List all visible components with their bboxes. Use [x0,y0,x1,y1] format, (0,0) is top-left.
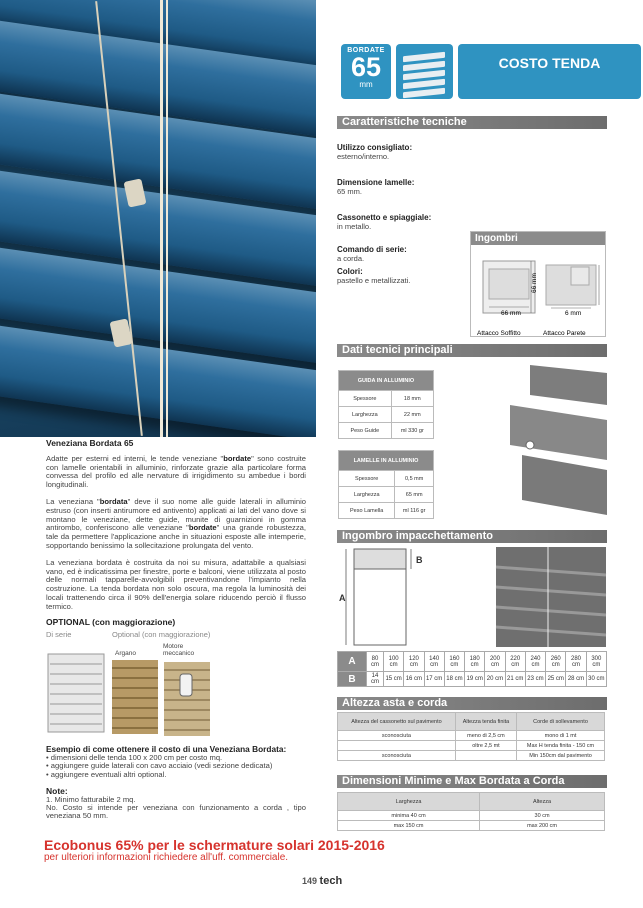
product-description [46,439,306,612]
a-cell: 240 cm [525,652,545,672]
row-b-label: B [338,672,367,687]
b-cell: 17 cm [424,672,444,687]
ingombri-header: Ingombri [471,232,605,245]
dimensioni-cell: minima 40 cm [338,811,480,821]
altezza-th: Corde di sollevamento [517,713,605,731]
badge-unit: mm [359,80,373,89]
note-line: No. Costo si intende per veneziana con funzionamento a corda , tipo veneziana 50 mm. [46,803,306,821]
b-cell: 18 cm [444,672,464,687]
guida-cell: ml 330 gr [391,423,433,439]
esempio-item: • aggiungere eventuali altri optional. [46,769,167,779]
feature-label: Utilizzo consigliato: [337,143,413,152]
feature-value: 65 mm. [337,187,363,196]
altezza-cell: sconosciuta [338,751,456,761]
ecobonus-subline: per ulteriori informazioni richiedere all'uff. commerciale. [44,852,289,863]
altezza-cell: sconosciuta [338,731,456,741]
feature-value: a corda. [337,254,365,263]
label-a: A [339,593,346,603]
b-cell: 14 cm [367,672,384,687]
b-cell: 28 cm [566,672,586,687]
feature-label: Cassonetto e spiaggiale: [337,213,432,222]
slat-profile-image [470,365,607,520]
argano-label: Argano [115,650,136,657]
guida-header: GUIDA IN ALLUMINIO [339,371,434,391]
a-cell: 80 cm [367,652,384,672]
motore-label: Motore meccanico [163,643,195,657]
dimensioni-cell: 30 cm [480,811,605,821]
ecobonus-headline: Ecobonus 65% per le schermature solari 2015-2016 [44,837,385,853]
badge-number: 65 [350,52,382,82]
guida-cell: Spessore [339,391,392,407]
altezza-table [337,712,605,761]
dimensioni-header: Dimensioni Minime e Max Bordata a Corda [337,775,607,788]
a-cell: 200 cm [485,652,505,672]
altezza-cell [455,751,516,761]
page-number: 149 [302,876,318,886]
lamelle-table [338,450,434,519]
feature-value: in metallo. [337,222,372,231]
dim-6-label: 6 mm [565,310,582,317]
b-cell: 30 cm [586,672,606,687]
a-cell: 260 cm [546,652,566,672]
feature-label: Colori: [337,267,363,276]
esempio-item: • aggiungere guide laterali con cavo acciaio (vedi sezione dedicata) [46,761,273,771]
motore-image [164,662,210,736]
a-cell: 120 cm [404,652,424,672]
paragraph-2: La veneziana "bordata" deve il suo nome alle guide laterali in alluminio estruso (con inserti antirumore ed antivento) applicati ai lati del vano dove si montano le veneziane, dette guide, munite di guarnizioni in gomma antirombo, conferiscono alle veneziane "bordate" una grande robustezza, tale da permettere l'applicazione anche in situazioni esposte alle intemperie, sopportando benissimo la sollecitazione prolungata del vento. [46,496,307,550]
lamelle-cell: Spessore [339,471,395,487]
guida-cell: Larghezza [339,407,392,423]
caption-parete: Attacco Parete [543,330,586,337]
paragraph-3: La veneziana bordata è costruita da noi su misura, adattabile a qualsiasi vano, ed è indicatissima per finestre, porte e balconi, viene utilizzata al posto delle normali tapparelle-avvolgibili preventivandone l'impianto nella costruzione. La tenda bordata non solo oscura, ma regola la luminosità dei locali trattenendo circa il 90% dell'energia solare riducendo perciò il flusso termico. [46,557,306,611]
bordate-badge [341,44,391,99]
esempio-title: Esempio di come ottenere il costo di una Veneziana Bordata: [46,744,287,754]
page-footer [302,875,342,887]
lamelle-cell: Larghezza [339,487,395,503]
altezza-cell: Min 150cm dal pavimento [517,751,605,761]
altezza-cell [338,741,456,751]
altezza-cell: mono di 1 mt [517,731,605,741]
impacchettamento-header: Ingombro impacchettamento [337,530,607,543]
guida-cell: 18 mm [391,391,433,407]
altezza-th: Altezza del cassonetto sul pavimento [338,713,456,731]
a-cell: 140 cm [424,652,444,672]
b-cell: 15 cm [383,672,403,687]
dim-66-label: 66 mm [531,273,538,293]
lamelle-header: LAMELLE IN ALLUMINIO [339,451,434,471]
ingombri-panel [470,231,606,337]
hero-photo [0,0,316,437]
altezza-th: Altezza tenda finita [455,713,516,731]
dimensioni-th: Larghezza [338,793,480,811]
dati-header: Dati tecnici principali [337,344,607,357]
features-list [337,143,467,285]
lamelle-cell: Peso Lamella [339,503,395,519]
a-cell: 300 cm [586,652,606,672]
feature-label: Comando di serie: [337,245,407,254]
dimensioni-table [337,792,605,831]
optional-title: OPTIONAL (con maggiorazione) [46,617,176,627]
ingombri-diagram [471,245,607,338]
b-cell: 20 cm [485,672,505,687]
a-cell: 180 cm [465,652,485,672]
label-b: B [416,555,423,565]
impacchettamento-table [337,651,607,687]
badge-top: BORDATE [347,47,385,54]
costo-tenda-header: COSTO TENDA [458,44,641,99]
a-cell: 160 cm [444,652,464,672]
altezza-cell: oltre 2,5 mt [455,741,516,751]
lamelle-cell: ml 116 gr [395,503,434,519]
dimensioni-th: Altezza [480,793,605,811]
di-serie-label: Di serie [46,630,72,639]
lamelle-cell: 0,5 mm [395,471,434,487]
b-cell: 23 cm [525,672,545,687]
dimensioni-cell: max 150 cm [338,821,480,831]
a-cell: 280 cm [566,652,586,672]
b-cell: 19 cm [465,672,485,687]
guida-cell: Peso Guide [339,423,392,439]
di-serie-image [48,654,104,732]
argano-image [112,660,158,734]
slats-icon [396,44,453,99]
impacchettamento-diagram [338,547,608,649]
feature-value: pastello e metallizzati. [337,276,411,285]
optional-images [46,648,236,738]
esempio-item: • dimensioni delle tenda 100 x 200 cm per costo mq. [46,753,223,762]
note-title: Note: [46,786,68,797]
altezza-cell: meno di 2,5 cm [455,731,516,741]
altezza-cell: Max H tenda finita - 150 cm [517,741,605,751]
lamelle-cell: 65 mm [395,487,434,503]
product-title: Veneziana Bordata 65 [46,438,134,448]
note-line: 1. Minimo fatturabile 2 mq. [46,794,136,804]
a-cell: 100 cm [383,652,403,672]
b-cell: 25 cm [546,672,566,687]
caption-soffitto: Attacco Soffitto [477,330,521,337]
dimensioni-cell: max 200 cm [480,821,605,831]
feature-value: esterno/interno. [337,152,390,161]
dim-66-bottom: 66 mm [501,310,521,317]
feature-label: Dimensione lamelle: [337,178,415,187]
features-header: Caratteristiche tecniche [337,116,607,129]
a-cell: 220 cm [505,652,525,672]
row-a-label: A [338,652,367,672]
guida-cell: 22 mm [391,407,433,423]
esempio-block [46,745,306,821]
altezza-header: Altezza asta e corda [337,697,607,710]
page-brand: tech [319,875,343,887]
guida-table [338,370,434,439]
paragraph-1: Adatte per esterni ed interni, le tende veneziane "bordate" sono costruite con lamelle orientabili in alluminio, rinforzate grazie alla particolare forma convessa del profilo ed alle nervature di irrigidimento su ambedue i bordi longitudinali. [46,453,306,490]
optional-label: Optional (con maggiorazione) [112,630,211,639]
b-cell: 21 cm [505,672,525,687]
b-cell: 16 cm [404,672,424,687]
